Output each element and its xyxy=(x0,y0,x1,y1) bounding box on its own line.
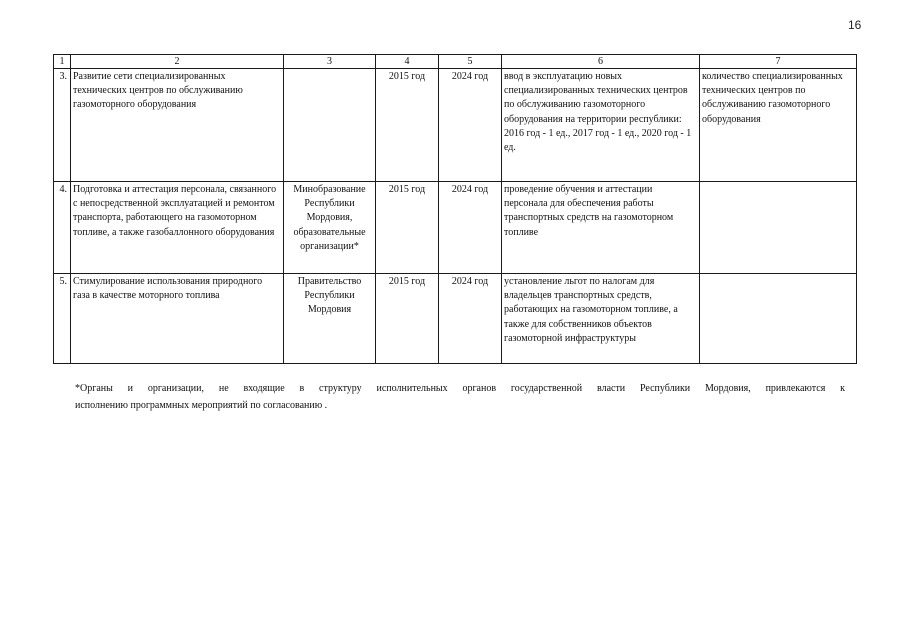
expected-result: ввод в эксплуатацию новых специализированных технических центров по обслуживанию газомоторного оборудования на территории республики: 2016 год - 1 ед., 2017 год - 1 ед., 2020 год - 1 ед. xyxy=(502,69,700,182)
column-header: 2 xyxy=(71,55,284,69)
table-header-row xyxy=(54,55,857,69)
footnote xyxy=(75,380,845,414)
executor: Правительство Республики Мордовия xyxy=(284,274,376,364)
page-number: 16 xyxy=(848,18,862,32)
column-header: 3 xyxy=(284,55,376,69)
column-header: 6 xyxy=(502,55,700,69)
end-year: 2024 год xyxy=(439,69,502,182)
column-header: 5 xyxy=(439,55,502,69)
start-year: 2015 год xyxy=(376,274,439,364)
row-number: 4. xyxy=(54,182,71,274)
indicator xyxy=(700,274,857,364)
table-row xyxy=(54,182,857,274)
row-number: 5. xyxy=(54,274,71,364)
end-year: 2024 год xyxy=(439,182,502,274)
expected-result: проведение обучения и аттестации персонала для обеспечения работы транспортных средств на газомоторном топливе xyxy=(502,182,700,274)
table-row xyxy=(54,69,857,182)
executor: Минобразование Республики Мордовия, образовательные организации* xyxy=(284,182,376,274)
indicator: количество специализированных технических центров по обслуживанию газомоторного оборудования xyxy=(700,69,857,182)
footnote-line: исполнению программных мероприятий по согласованию . xyxy=(75,400,328,411)
start-year: 2015 год xyxy=(376,69,439,182)
measure-name: Развитие сети специализированных технических центров по обслуживанию газомоторного оборудования xyxy=(71,69,284,182)
expected-result: установление льгот по налогам для владельцев транспортных средств, работающих на газомоторном топливе, а также для собственников объектов газомоторной инфраструктуры xyxy=(502,274,700,364)
column-header: 4 xyxy=(376,55,439,69)
measure-name: Стимулирование использования природного газа в качестве моторного топлива xyxy=(71,274,284,364)
executor xyxy=(284,69,376,182)
program-measures-table xyxy=(53,54,857,364)
indicator xyxy=(700,182,857,274)
measure-name: Подготовка и аттестация персонала, связанного с непосредственной эксплуатацией и ремонтом транспорта, работающего на газомоторном топливе, а также газобаллонного оборудования xyxy=(71,182,284,274)
start-year: 2015 год xyxy=(376,182,439,274)
column-header: 7 xyxy=(700,55,857,69)
table-row xyxy=(54,274,857,364)
column-header: 1 xyxy=(54,55,71,69)
row-number: 3. xyxy=(54,69,71,182)
end-year: 2024 год xyxy=(439,274,502,364)
footnote-line: *Органы и организации, не входящие в структуру исполнительных органов государственной власти Республики Мордовия, привлекаются к xyxy=(75,383,845,394)
